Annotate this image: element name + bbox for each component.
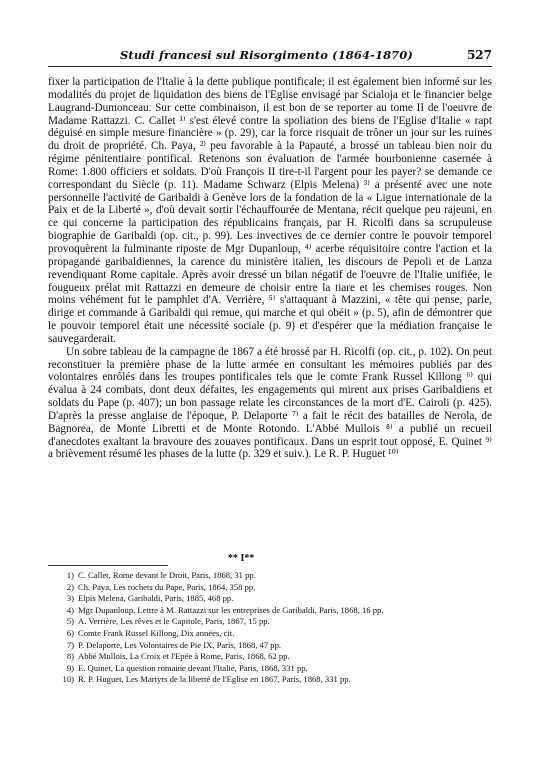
footnote [48,651,492,663]
footnote-text: Elpis Melena, Garibaldi, Paris, 1885, 468 pp. [78,593,234,604]
footnote [48,640,492,652]
footnote-number: 3) [66,593,74,604]
page-number: 527 [466,48,492,62]
footnote [48,663,492,675]
footnote-number: 5) [66,616,74,627]
footnotes [48,570,492,686]
footnote-number: 7) [66,639,74,650]
footnote-text: A. Verrière, Les rêves et le Capitole, Paris, 1867, 15 pp. [78,616,270,627]
footnote-rule [48,565,168,566]
footnote [48,593,492,605]
footnote-text: P. Delaporte, Les Volontaires de Pie IX, Paris, 1868, 47 pp. [78,639,282,650]
paragraph: Un sobre tableau de la campagne de 1867 a été brossé par H. Ricolfi (op. cit., p. 102). On peut reconstituer la première phase de la lutte armée en consultant les mémoires publiés par des volontaires enrôlés dans les troupes pontificales tels que le comte Frank Russel Killong ⁶⁾ qui évalua à 24 combats, dont deux défaites, les engagements qui mirent aux prises Garibaldiens et soldats du Pape (p. 407); un bon passage relate les circonstances de la mort d'E. Cairoli (p. 425). D'après la presse anglaise de l'époque, P. Delaporte ⁷⁾ a fait le récit des batailles de Nerola, de Bagnorea, de Monte Libretti et de Monte Rotondo. L'Abbé Mullois ⁸⁾ a publié un recueil d'anecdotes exaltant la bravoure des zouaves pontificaux. Dans un esprit tout opposé, E. Quinet ⁹⁾ a brièvement résumé les phases de la lutte (p. 329 et suiv.). Le R. P. Huguet ¹⁰⁾ [48,345,492,461]
footnote-number: 6) [66,627,74,638]
footnote-number: 10) [62,674,74,685]
footnote-number: 9) [66,662,74,673]
footnote-separator-mark: ** I** [228,553,255,564]
footnote-text: Abbé Mullois, La Croix et l'Epée à Rome, Paris, 1868, 62 pp. [78,651,290,662]
footnote [48,582,492,594]
footnote-number: 1) [66,570,74,580]
footnote-text: Ch. Paya, Les rochets du Pape, Paris, 1864, 358 pp. [78,581,256,592]
footnote-text: C. Callet, Rome devant le Droit, Paris, 1868, 31 pp. [78,570,256,580]
footnote-number: 8) [66,651,74,662]
footnote-text: R. P. Huguet, Les Martyrs de la liberté de l'Eglise en 1867, Paris, 1868, 331 pp. [78,674,351,685]
footnote [48,674,492,686]
footnote [48,570,492,582]
footnote-number: 4) [66,604,74,615]
body-text [48,76,492,461]
footnote-number: 2) [66,581,74,592]
running-header [48,48,492,64]
running-title: Studi francesi sul Risorgimento (1864-1870) [120,48,413,62]
header-rule [48,66,492,67]
footnote-text: E. Quinet, La question romaine devant l'Italie, Paris, 1868, 331 pp. [78,662,308,673]
paragraph: fixer la participation de l'Italie à la dette publique pontificale; il est également bien informé sur les modalités du projet de liquidation des biens de l'Eglise envisagé par Scialoja et le financier belge Laugrand-Dumonceau. Sur cette combinaison, il est bon de se reporter au tome II de l'oeuvre de Madame Rattazzi. C. Callet ¹⁾ s'est élevé contre la spoliation des biens de l'Eglise d'Italie « rapt déguisé en simple mesure financière » (p. 29), car la force risquait de trôner un jour sur les ruines du droit de propriété. Ch. Paya, ²⁾ peu favorable à la Papauté, a brossé un tableau bien noir du régime pénitentiaire pontifical. Retenons son évaluation de l'armée bourbonienne casernée à Rome: 1.800 officiers et soldats. D'où François II tire-t-il l'argent pour les payer? se demande ce correspondant du Siècle (p. 11). Madame Schwarz (Elpis Melena) ³⁾ a présenté avec une note personnelle l'activité de Garibaldi à Genève lors de la fondation de la « Ligue internationale de la Paix et de la Liberté », d'où devait sortir l'échauffourée de Mentana, récit quelque peu rajeuni, en ce qui concerne la participation des républicains français, par H. Ricolfi dans sa scrupuleuse biographie de Garibaldi (op. cit., p. 99). Les invectives de ce dernier contre le pouvoir temporel provoquèrent la fulminante riposte de Mgr Dupanloup, ⁴⁾ acerbe réquisitoire contre l'action et la propagande garibaldiennes, la carence du ministère italien, les discours de Pepoli et de Lanza revendiquant Rome capitale. Après avoir dressé un bilan négatif de l'oeuvre de l'Italie unifiée, le fougueux prélat mit Rattazzi en demeure de choisir entre la tiare et les chemises rouges. Non moins véhément fut le pamphlet d'A. Verrière, ⁵⁾ s'attaquant à Mazzini, « tête qui pense, parle, dirige et commande à Garibaldi qui remue, qui marche et qui obéit » (p. 5), afin de démontrer que le pouvoir temporel était une nécessité sociale (p. 9) et d'espérer que la médiation française le sauvegarderait. [48,76,492,345]
footnote [48,616,492,628]
footnote [48,628,492,640]
footnote-text: Mgr Dupanloup, Lettre à M. Rattazzi sur les entreprises de Garibaldi, Paris, 1868, 16 pp. [78,604,384,615]
footnote [48,605,492,617]
footnote-text: Comte Frank Russel Killong, Dix années, cit. [78,627,235,638]
